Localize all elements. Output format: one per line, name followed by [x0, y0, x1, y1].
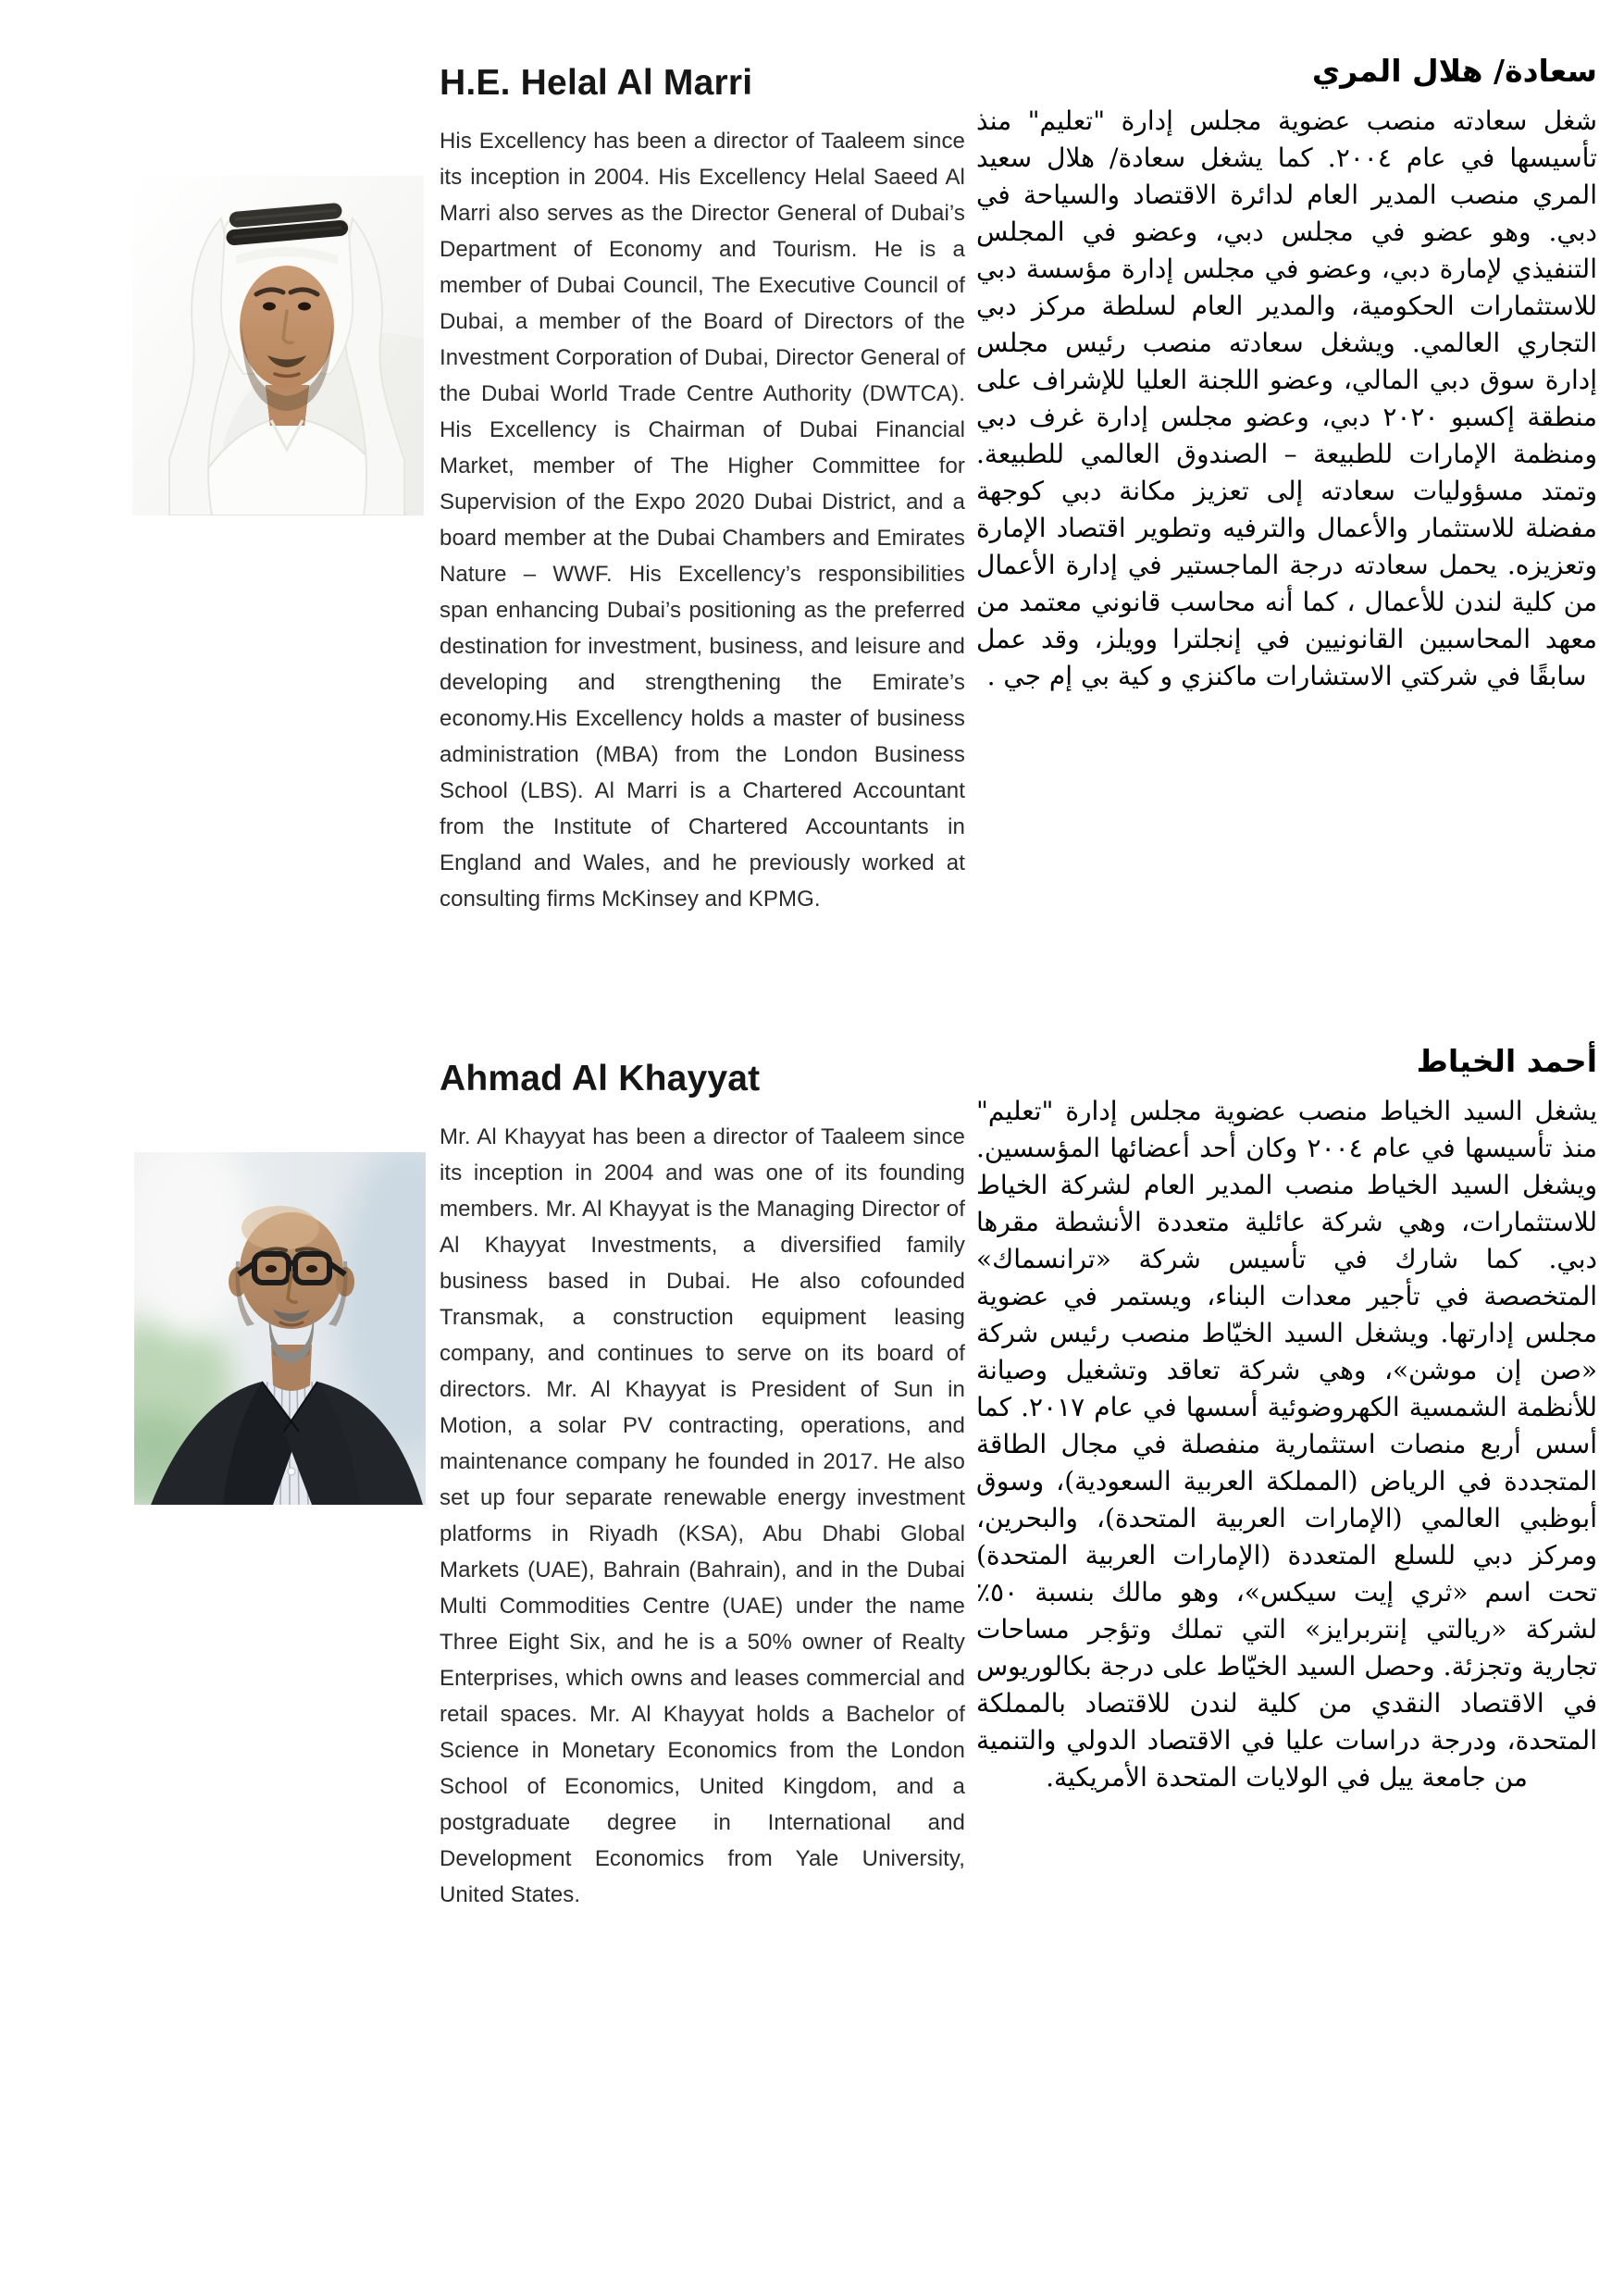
bio-text-en-ahmad: Mr. Al Khayyat has been a director of Taaleem since its inception in 2004 and was one of its founding members. Mr. Al Khayyat is the Managing Director of Al Khayyat Investments, a diversified family business based in Dubai. He also cofounded Transmak, a construction equipment leasing company, and continues to serve on its board of directors. Mr. Al Khayyat is President of Sun in Motion, a solar PV contracting, operations, and maintenance company he founded in 2017. He also set up four separate renewable energy investment platforms in Riyadh (KSA), Abu Dhabi Global Markets (UAE), Bahrain (Bahrain), and in the Dubai Multi Commodities Centre (UAE) under the name Three Eight Six, and he is a 50% owner of Realty Enterprises, which owns and leases commercial and retail spaces. Mr. Al Khayyat holds a Bachelor of Science in Monetary Economics from the London School of Economics, United Kingdom, and a postgraduate degree in International and Development Economics from Yale University, United States. — [440, 1123, 965, 1907]
portrait-photo-ahmad-al-khayyat — [134, 1152, 426, 1505]
portrait-ahmad-illustration — [134, 1152, 426, 1505]
bio-section-ahmad-ar — [976, 1042, 1597, 1796]
bio-title-en-ahmad: Ahmad Al Khayyat — [440, 1059, 761, 1098]
bio-title-en-helal: H.E. Helal Al Marri — [440, 63, 753, 103]
bio-section-helal-ar — [976, 52, 1597, 695]
bio-text-ar-helal: شغل سعادته منصب عضوية مجلس إدارة "تعليم" منذ تأسيسها في عام ٢٠٠٤. كما يشغل سعادة/ هلال سعيد المري منصب المدير العام لدائرة الاقتصاد والسياحة في دبي. وهو عضو في مجلس دبي، وعضو في المجلس التنفيذي لإمارة دبي، وعضو في مجلس إدارة مؤسسة دبي للاستثمارات الحكومية، والمدير العام لسلطة مركز دبي التجاري العالمي. ويشغل سعادته منصب رئيس مجلس إدارة سوق دبي المالي، وعضو اللجنة العليا للإشراف على منطقة إكسبو ٢٠٢٠ دبي، وعضو مجلس إدارة غرف دبي ومنظمة الإمارات للطبيعة – الصندوق العالمي للطبيعة. وتمتد مسؤوليات سعادته إلى تعزيز مكانة دبي كوجهة مفضلة للاستثمار والأعمال والترفيه وتطوير اقتصاد الإمارة وتعزيزه. يحمل سعادته درجة الماجستير في إدارة الأعمال من كلية لندن للأعمال ، كما أنه محاسب قانوني معتمد من معهد المحاسبين القانونيين في إنجلترا وويلز، وقد عمل سابقًا في شركتي الاستشارات ماكنزي و كية بي إم جي . — [976, 105, 1597, 691]
bio-section-ahmad-en — [440, 1059, 965, 1913]
bio-text-en-helal: His Excellency has been a director of Taaleem since its inception in 2004. His Excellency Helal Saeed Al Marri also serves as the Director General of Dubai’s Department of Economy and Tourism. He is a member of Dubai Council, The Executive Council of Dubai, a member of the Board of Directors of the Investment Corporation of Dubai, Director General of the Dubai World Trade Centre Authority (DWTCA). His Excellency is Chairman of Dubai Financial Market, member of The Higher Committee for Supervision of the Expo 2020 Dubai District, and a board member at the Dubai Chambers and Emirates Nature – WWF. His Excellency’s responsibilities span enhancing Dubai’s positioning as the preferred destination for investment, business, and leisure and developing and strengthening the Emirate’s economy.His Excellency holds a master of business administration (MBA) from the London Business School (LBS). Al Marri is a Chartered Accountant from the Institute of Chartered Accountants in England and Wales, and he previously worked at consulting firms McKinsey and KPMG. — [440, 128, 965, 912]
bio-section-helal-en — [440, 63, 965, 917]
portrait-helal-illustration — [132, 176, 424, 515]
portrait-photo-helal-al-marri — [132, 176, 424, 515]
bio-title-ar-helal: سعادة/ هلال المري — [1311, 53, 1597, 89]
bio-title-ar-ahmad: أحمد الخياط — [1416, 1043, 1597, 1079]
bio-text-ar-ahmad: يشغل السيد الخياط منصب عضوية مجلس إدارة "تعليم" منذ تأسيسها في عام ٢٠٠٤ وكان أحد أعضائها المؤسسين. ويشغل السيد الخياط منصب المدير العام لشركة الخياط للاستثمارات، وهي شركة عائلية متعددة الأنشطة مقرها دبي. كما شارك في تأسيس شركة «ترانسماك» المتخصصة في تأجير معدات البناء، ويستمر في عضوية مجلس إدارتها. ويشغل السيد الخيّاط منصب رئيس شركة «صن إن موشن»، وهي شركة تعاقد وتشغيل وصيانة للأنظمة الشمسية الكهروضوئية أسسها في عام ٢٠١٧. كما أسس أربع منصات استثمارية منفصلة في مجال الطاقة المتجددة في الرياض (المملكة العربية السعودية)، وسوق أبوظبي العالمي (الإمارات العربية المتحدة)، والبحرين، ومركز دبي للسلع المتعددة (الإمارات العربية المتحدة) تحت اسم «ثري إيت سيكس»، وهو مالك بنسبة ٥٠٪ لشركة «ريالتي إنتربرايز» التي تملك وتؤجر مساحات تجارية وتجزئة. وحصل السيد الخيّاط على درجة بكالوريوس في الاقتصاد النقدي من كلية لندن للاقتصاد بالمملكة المتحدة، ودرجة دراسات عليا في الاقتصاد الدولي والتنمية من جامعة ييل في الولايات المتحدة الأمريكية. — [976, 1095, 1597, 1793]
